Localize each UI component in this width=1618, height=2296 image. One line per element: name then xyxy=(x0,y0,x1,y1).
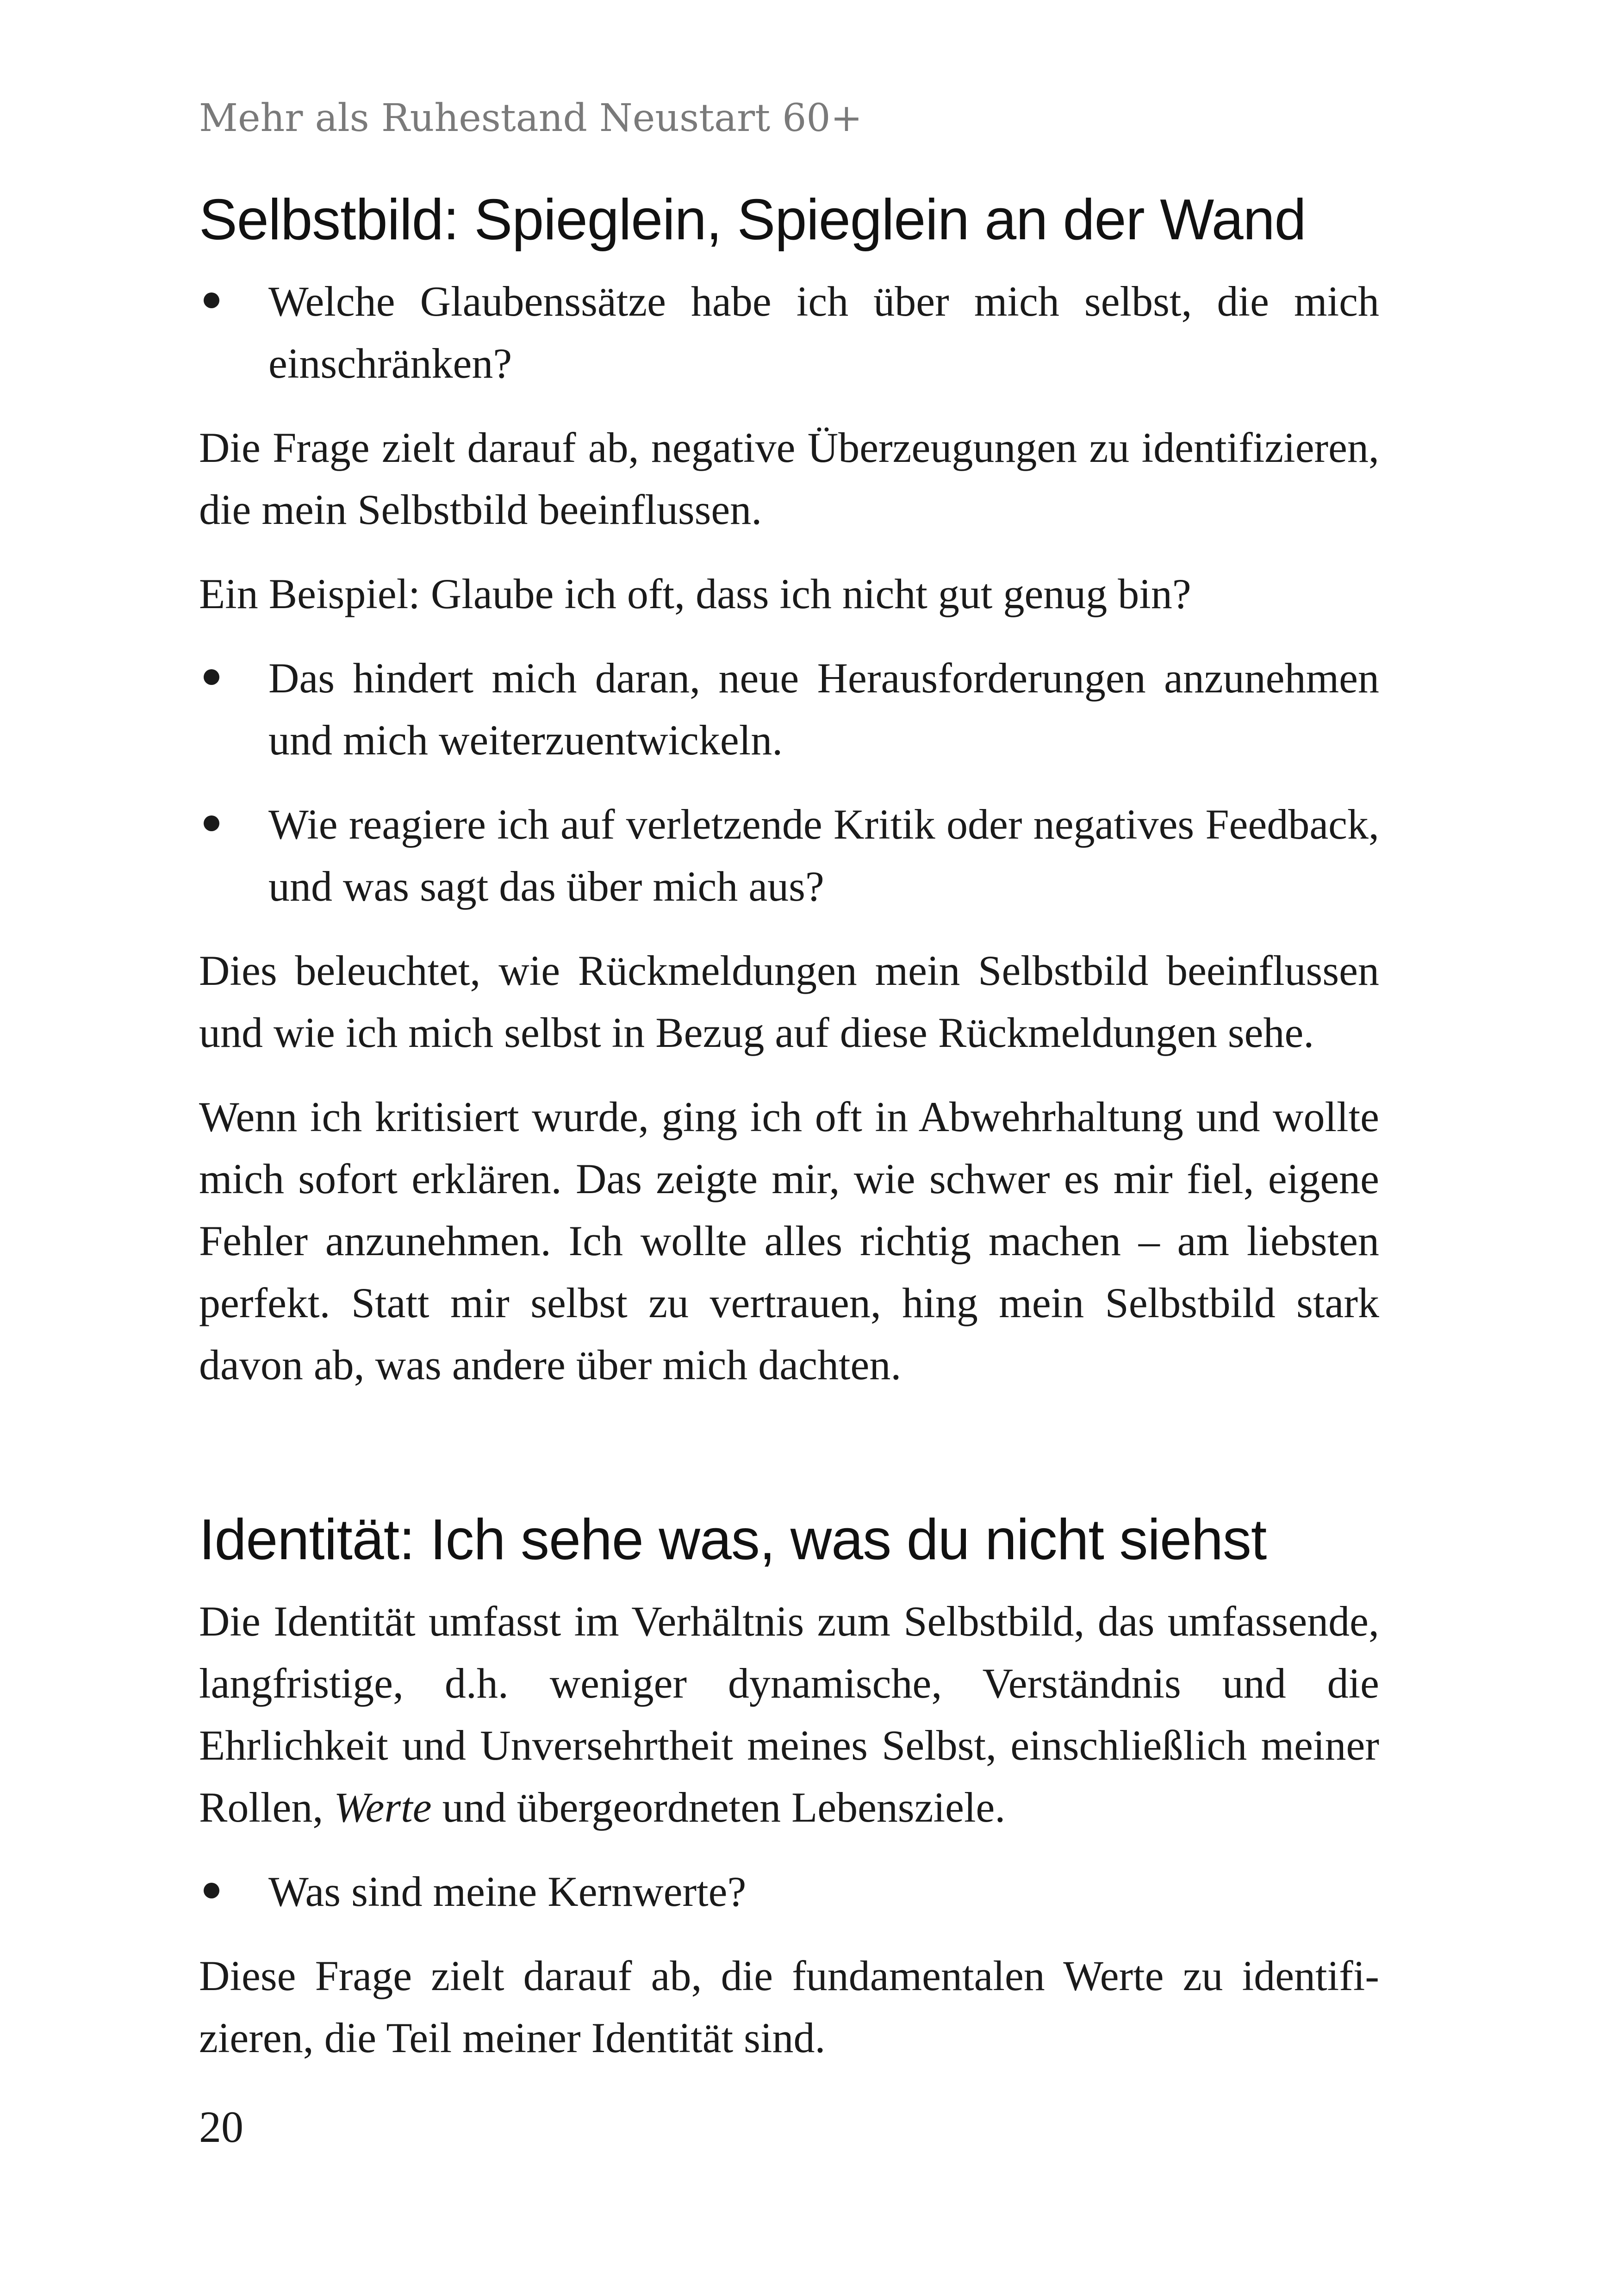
bullet-dot-icon xyxy=(204,669,219,685)
emphasis-text: Werte xyxy=(334,1784,432,1831)
running-head: Mehr als Ruhestand Neustart 60+ xyxy=(199,96,863,140)
bullet-text: Das hindert mich daran, neue Herausforderungen anzunehmen und mich weiterzuentwickeln. xyxy=(268,654,1379,764)
paragraph-text: und übergeordneten Lebensziele. xyxy=(431,1784,1006,1831)
bullet-item xyxy=(199,793,1379,917)
paragraph xyxy=(199,1590,1379,1838)
bullet-text: Welche Glaubenssätze habe ich über mich selbst, die mich einschränken? xyxy=(268,278,1379,387)
bullet-item xyxy=(199,270,1379,394)
section-heading-selbstbild: Selbstbild: Spieglein, Spieglein an der Wand xyxy=(199,188,1306,252)
paragraph: Dies beleuchtet, wie Rückmeldungen mein Selbstbild beeinflussen und wie ich mich selbst in Bezug auf diese Rückmeldungen sehe. xyxy=(199,947,1379,1056)
section-heading-identitaet: Identität: Ich sehe was, was du nicht siehst xyxy=(199,1508,1267,1572)
bullet-item xyxy=(199,1860,1379,1923)
paragraph: Wenn ich kritisiert wurde, ging ich oft in Abwehrhaltung und wollte mich sofort erklären. Das zeigte mir, wie schwer es mir fiel, eigene Fehler anzunehmen. Ich wollte alles richtig machen – am liebsten perfekt. Statt mir selbst zu vertrauen, hing mein Selbstbild stark davon ab, was andere über mich dachten. xyxy=(199,1093,1379,1388)
bullet-dot-icon xyxy=(204,815,219,831)
paragraph: Die Frage zielt darauf ab, negative Überzeugungen zu identifizieren, die mein Selbstbild beeinflussen. xyxy=(199,424,1379,533)
bullet-dot-icon xyxy=(204,1883,219,1898)
paragraph: Diese Frage zielt darauf ab, die fundamentalen Werte zu identifizieren, die Teil meiner Identität sind. xyxy=(199,1952,1379,2061)
bullet-text: Was sind meine Kernwerte? xyxy=(268,1868,747,1915)
paragraph-text: Die Identität umfasst im Verhältnis zum Selbstbild, das umfassende, langfristige, d.h. weniger dynamische, Verständnis und die Ehrlichkeit und Unversehrtheit meines Selbst, einschließlich meiner Rollen, xyxy=(199,1598,1379,1831)
bullet-item xyxy=(199,647,1379,771)
bullet-text: Wie reagiere ich auf verletzende Kritik oder negatives Feedback, und was sagt das über mich aus? xyxy=(268,801,1379,910)
bullet-dot-icon xyxy=(204,292,219,308)
paragraph: Ein Beispiel: Glaube ich oft, dass ich nicht gut genug bin? xyxy=(199,570,1191,617)
page-content xyxy=(199,185,1379,2091)
page-number: 20 xyxy=(199,2102,243,2152)
